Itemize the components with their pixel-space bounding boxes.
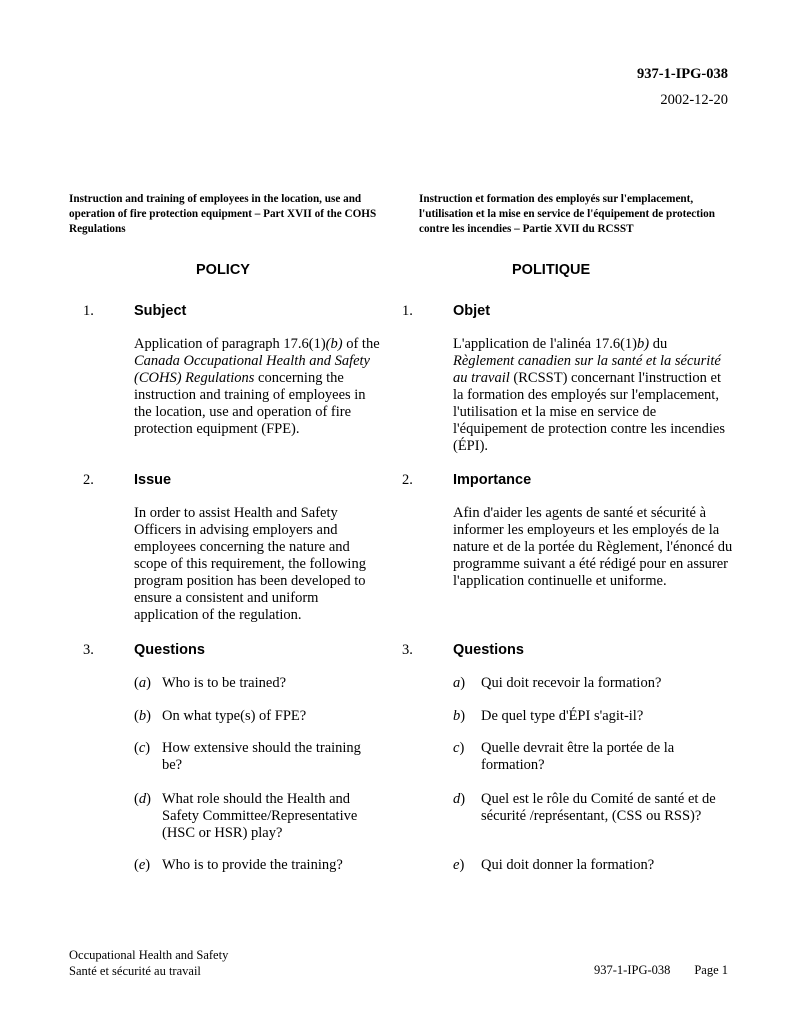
- section-title-questions: Questions: [134, 642, 205, 658]
- question-text: Qui doit recevoir la formation?: [481, 675, 662, 691]
- issue-paragraph-en: In order to assist Health and Safety Officers in advising employers and employees concerning the nature and scope of this requirement, the following program position has been developed to ensure a consistent and uniform application of the regulation.: [134, 505, 366, 623]
- question-text: On what type(s) of FPE?: [162, 708, 307, 724]
- section-number: 1.: [83, 303, 94, 319]
- title-en: Instruction and training of employees in the location, use and operation of fire protection equipment – Part XVII of the COHS Regulations: [69, 193, 377, 235]
- section-title-subject: Subject: [134, 303, 187, 319]
- question-text: Qui doit donner la formation?: [481, 857, 655, 873]
- doc-date: 2002-12-20: [660, 92, 728, 108]
- question-label: (e): [134, 857, 151, 873]
- question-text: What role should the Health and Safety Committee/Representative (HSC or HSR) play?: [162, 791, 358, 841]
- question-label: (a): [134, 675, 151, 691]
- footer-line-1: Occupational Health and Safety: [69, 948, 229, 962]
- question-text: Who is to be trained?: [162, 675, 287, 691]
- subject-paragraph-fr: L'application de l'alinéa 17.6(1)b) du Règlement canadien sur la santé et la sécurité au travail (RCSST) concernant l'instruction et la formation des employés sur l'emplacement, l'utilisation et la mise en service de l'équipement de protection contre les incendies (ÉPI).: [453, 336, 725, 454]
- section-title-objet: Objet: [453, 303, 491, 319]
- question-label: (c): [134, 740, 151, 756]
- question-text: De quel type d'ÉPI s'agit-il?: [481, 708, 644, 724]
- section-number: 1.: [402, 303, 413, 319]
- section-number: 2.: [83, 472, 94, 488]
- question-label: (b): [134, 708, 151, 724]
- question-text: Who is to provide the training?: [162, 857, 343, 873]
- section-number: 2.: [402, 472, 413, 488]
- question-text: Quel est le rôle du Comité de santé et de sécurité /représentant, (CSS ou RSS)?: [481, 791, 716, 824]
- question-label: b): [453, 708, 466, 724]
- question-label: d): [453, 791, 466, 807]
- doc-number: 937-1-IPG-038: [636, 66, 728, 82]
- question-label: c): [453, 740, 465, 756]
- heading-policy: POLICY: [196, 262, 250, 278]
- question-text: Quelle devrait être la portée de la formation?: [481, 740, 675, 773]
- heading-politique: POLITIQUE: [512, 262, 591, 278]
- footer-line-2: Santé et sécurité au travail: [69, 964, 201, 978]
- question-text: How extensive should the training be?: [162, 740, 361, 773]
- question-label: (d): [134, 791, 151, 807]
- section-title-issue: Issue: [134, 472, 172, 488]
- question-label: a): [453, 675, 466, 691]
- section-number: 3.: [402, 642, 413, 658]
- footer-page: Page 1: [694, 963, 728, 977]
- subject-paragraph-en: Application of paragraph 17.6(1)(b) of the Canada Occupational Health and Safety (COHS) Regulations concerning the instruction and training of employees in the location, use and operation of fire protection equipment (FPE).: [134, 336, 380, 437]
- title-fr: Instruction et formation des employés sur l'emplacement, l'utilisation et la mise en service de l'équipement de protection contre les incendies – Partie XVII du RCSST: [419, 193, 715, 235]
- footer-left: [69, 947, 228, 979]
- section-title-questions-fr: Questions: [453, 642, 524, 658]
- footer-doc-number: 937-1-IPG-038: [594, 963, 671, 977]
- section-number: 3.: [83, 642, 94, 658]
- issue-paragraph-fr: Afin d'aider les agents de santé et sécurité à informer les employeurs et les employés de la nature et de la portée du Règlement, l'énoncé du programme suivant a été rédigé pour en assurer l'application continuelle et uniforme.: [453, 505, 733, 589]
- question-label: e): [453, 857, 465, 873]
- section-title-importance: Importance: [453, 472, 532, 488]
